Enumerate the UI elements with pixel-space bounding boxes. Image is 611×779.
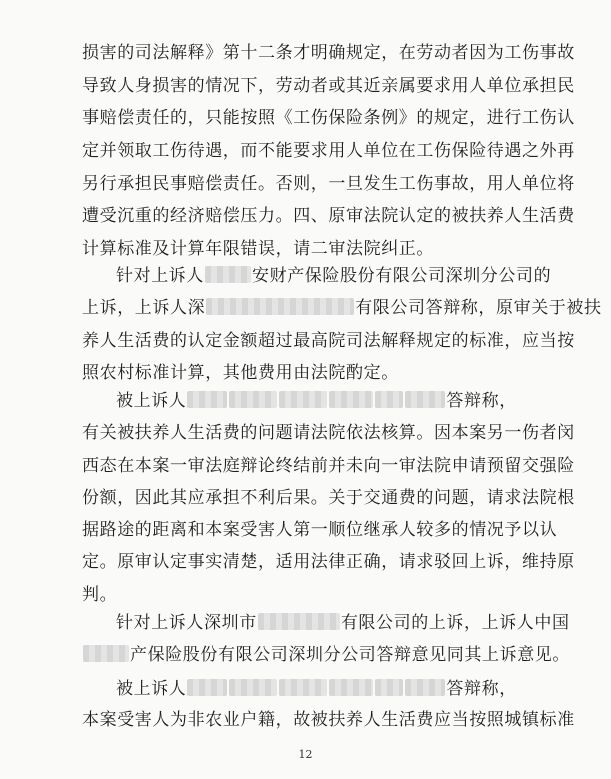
redaction-block — [329, 391, 373, 408]
text-line: 据路途的距离和本案受害人第一顺位继承人较多的情况予以认 — [82, 520, 558, 540]
text-segment: 针对上诉人 — [116, 266, 204, 286]
redaction-block — [187, 391, 227, 408]
redaction-block — [229, 679, 277, 696]
text-segment: 答辩称， — [446, 679, 517, 699]
text-segment: 被上诉人 — [116, 679, 187, 699]
text-line: 定。原审认定事实清楚，适用法律正确，请求驳回上诉，维持原 — [82, 552, 575, 572]
redaction-block — [206, 298, 354, 315]
text-line: 有关被扶养人生活费的问题请法院依法核算。因本案另一伤者闵 — [82, 423, 575, 443]
text-line: 养人生活费的认定金额超过最高院司法解释规定的标准，应当按 — [82, 331, 575, 351]
text-line: 西态在本案一审法庭辩论终结前并未向一审法院申请预留交强险 — [82, 456, 575, 476]
text-line: 定并领取工伤待遇，而不能要求用人单位在工伤保险待遇之外再 — [82, 141, 575, 161]
text-line: 另行承担民事赔偿责任。否则，一旦发生工伤事故，用人单位将 — [82, 174, 575, 194]
redaction-block — [405, 679, 445, 696]
text-segment: 有限公司答辩称，原审关于被扶 — [355, 298, 602, 318]
redaction-block — [187, 679, 227, 696]
redaction-block — [258, 613, 340, 630]
redaction-block — [279, 391, 327, 408]
redaction-block — [375, 391, 403, 408]
text-line — [116, 612, 570, 634]
text-line: 导致人身损害的情况下，劳动者或其近亲属要求用人单位承担民 — [82, 76, 575, 96]
text-line: 份额，因此其应承担不利后果。关于交通费的问题，请求法院根 — [82, 488, 575, 508]
text-line — [82, 644, 570, 666]
text-line: 计算标准及计算年限错误，请二审法院纠正。 — [82, 239, 434, 259]
redaction-block — [229, 391, 277, 408]
text-line — [116, 390, 542, 412]
page-number: 12 — [298, 748, 313, 761]
redaction-block — [329, 679, 373, 696]
text-segment: 被上诉人 — [116, 391, 187, 411]
redaction-block — [279, 679, 327, 696]
text-segment: 产保险股份有限公司深圳分公司答辩意见同其上诉意见。 — [130, 645, 570, 665]
text-line: 事赔偿责任的，只能按照《工伤保险条例》的规定，进行工伤认 — [82, 108, 575, 128]
text-line — [82, 297, 602, 319]
text-line: 本案受害人为非农业户籍，故被扶养人生活费应当按照城镇标准 — [82, 710, 575, 730]
text-segment: 上诉，上诉人深 — [82, 298, 206, 318]
text-segment: 有限公司的上诉，上诉人中国 — [340, 613, 570, 633]
redaction-block — [205, 266, 251, 283]
text-line: 判。 — [82, 585, 118, 605]
text-segment: 答辩称， — [446, 391, 517, 411]
text-line: 照农村标准计算，其他费用由法院酌定。 — [82, 363, 399, 383]
text-line — [116, 678, 542, 700]
text-segment: 针对上诉人深圳市 — [116, 613, 257, 633]
text-line: 损害的司法解释》第十二条才明确规定，在劳动者因为工伤事故 — [82, 43, 575, 63]
redaction-block — [83, 645, 129, 662]
text-line: 遭受沉重的经济赔偿压力。四、原审法院认定的被扶养人生活费 — [82, 206, 575, 226]
redaction-block — [405, 391, 445, 408]
text-line — [116, 265, 552, 287]
text-segment: 安财产保险股份有限公司深圳分公司的 — [252, 266, 552, 286]
redaction-block — [375, 679, 403, 696]
